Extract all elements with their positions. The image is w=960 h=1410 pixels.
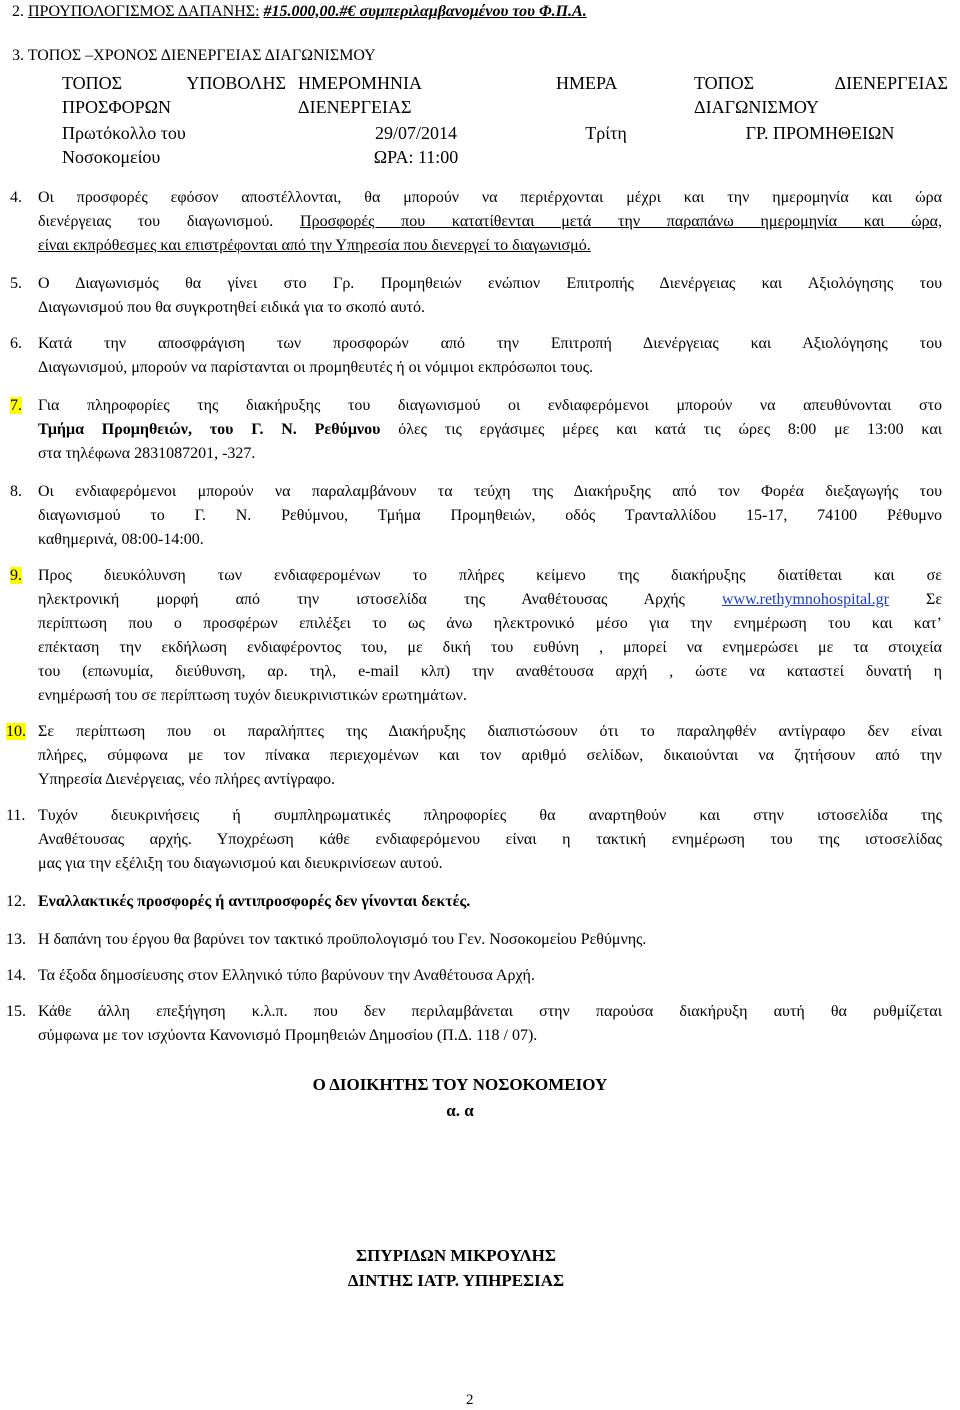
hospital-website-link[interactable]: www.rethymnohospital.gr: [721, 591, 889, 608]
row-venue: ΓΡ. ΠΡΟΜΗΘΕΙΩΝ: [745, 123, 895, 143]
row-day: Τρίτη: [585, 123, 627, 143]
header-date-line2: ΔΙΕΝΕΡΓΕΙΑΣ: [298, 97, 412, 117]
row-date: 29/07/2014: [374, 123, 457, 143]
document-page: 2. ΠΡΟΥΠΟΛΟΓΙΣΜΟΣ ΔΑΠΑΝΗΣ: #15.000,00.#€ συμπεριλαμβανομένου του Φ.Π.Α. 3. ΤΟΠΟΣ –ΧΡΟΝΟΣ ΔΙΕΝΕΡΓΕΙΑΣ ΔΙΑΓΩΝΙΣΜΟΥ ΤΟΠΟΣ ΥΠΟΒΟΛΗΣ ΠΡΟΣΦΟΡΩΝ ΗΜΕΡΟΜΗΝΙΑ ΔΙΕΝΕΡΓΕΙΑΣ ΗΜΕΡΑ ΤΟΠΟΣ ΔΙΕΝΕΡΓΕΙΑΣ ΔΙΑΓΩΝΙΣΜΟΥ Πρωτόκολλο του Νοσοκομείου 29/07/2014 ΩΡΑ: 11:00 Τρίτη ΓΡ. ΠΡΟΜΗΘΕΙΩΝ 4. Οι προσφορές εφόσον αποστέλλονται, θα μπορούν να περιέρχονται μέχρι και την ημερομηνία και ώρα διενέργειας του διαγωνισμού. Προσφορές που κατατίθενται μετά την παραπάνω ημερομηνία και ώρα, είναι εκπρόθεσμες και επιστρέφονται από την Υπηρεσία που διενεργεί το διαγωνισμό. 5. Ο Διαγωνισμός θα γίνει στο Γρ. Προμηθειών ενώπιον Επιτροπής Διενέργειας και Αξιολόγησης του Διαγωνισμού που θα συγκροτηθεί ειδικά για το σκοπό αυτό. 6. Κατά την αποσφράγιση των προσφορών από την Επιτροπή Διενέργειας και Αξιολόγησης του Διαγωνισμού, μπορούν να παρίστανται οι προμηθευτές ή οι νόμιμοι εκπρόσωποι τους. 7. Για πληροφορίες της διακήρυξης του διαγωνισμού οι ενδιαφερόμενοι μπορούν να απευθύνονται στο Τμήμα Προμηθειών, του Γ. Ν. Ρεθύμνου όλες τις εργάσιμες μέρες και κατά τις ώρες 8:00 με 13:00 και στα τηλέφωνα 2831087201, -327. 8. Οι ενδιαφερόμενοι μπορούν να παραλαμβάνουν τα τεύχη της Διακήρυξης από τον Φορέα διεξαγωγής του διαγωνισμού το Γ. Ν. Ρεθύμνου, Τμήμα Προμηθειών, οδός Τρανταλλίδου 15-17, 74100 Ρέθυμνο καθημερινά, 08:00-14:00. 9. Προς διευκόλυνση των ενδιαφερομένων το πλήρες κείμενο της διακήρυξης διατίθεται και σε ηλεκτρονική μορφή από την ιστοσελίδα της Αναθέτουσας Αρχής www.rethymnohospital.gr Σε περίπτωση που ο προσφέρων επιλέξει το ως άνω ηλεκτρονικό μέσο για την ενημέρωση του και κατ’ επέκταση την εκδήλωση ενδιαφέροντος του, με δική του ευθύνη , μπορεί να ενημερώσει με τα στοιχεία του (επωνυμία, διεύθυνση, αρ. τηλ, e-mail κλπ) την αναθέτουσα αρχή , ώστε να καταστεί δυνατή η ενημέρωσή του σε περίπτωση τυχόν διευκρινιστικών ερωτημάτων. 10. Σε περίπτωση που οι παραλήπτες της Διακήρυξης διαπιστώσουν ότι το παραληφθέν αντίγραφο δεν είναι πλήρες, σύμφωνα με τον πίνακα περιεχομένων και τον αριθμό σελίδων, δικαιούνται να ζητήσουν από την Υπηρεσία Διενέργειας, νέο πλήρες αντίγραφο. 11. Τυχόν διευκρινήσεις ή συμπληρωματικές πληροφορίες θα αναρτηθούν και στην ιστοσελίδα της Αναθέτουσας αρχής. Υποχρέωση κάθε ενδιαφερόμενου είναι η τακτική ενημέρωση του της ιστοσελίδας μας για την εξέλιξη του διαγωνισμού και διευκρινίσεων αυτού. 12. Εναλλακτικές προσφορές ή αντιπροσφορές δεν γίνονται δεκτές. 13. Η δαπάνη του έργου θα βαρύνει τον τακτικό προϋπολογισμό του Γεν. Νοσοκομείου Ρεθύμνης. 14. Τα έξοδα δημοσίευσης στον Ελληνικό τύπο βαρύνουν την Αναθέτουσα Αρχή. 15. Κάθε άλλη επεξήγηση κ.λ.π. που δεν περιλαμβάνεται στην παρούσα διακήρυξη αυτή θα ρυθμίζεται σύμφωνα με τον ισχύοντα Κανονισμό Προμηθειών Δημοσίου (Π.Δ. 118 / 07). Ο ΔΙΟΙΚΗΤΗΣ ΤΟΥ ΝΟΣΟΚΟΜΕΙΟΥ α. α ΣΠΥΡΙΔΩΝ ΜΙΚΡΟΥΛΗΣ ΔΙΝΤΗΣ ΙΑΤΡ. ΥΠΗΡΕΣΙΑΣ 2: [0, 0, 960, 1410]
header-day: ΗΜΕΡΑ: [556, 73, 618, 93]
signature-title: Ο ΔΙΟΙΚΗΤΗΣ ΤΟΥ ΝΟΣΟΚΟΜΕΙΟΥ: [312, 1075, 608, 1094]
row-place-line1: Πρωτόκολλο του: [62, 123, 186, 143]
signature-aa: α. α: [446, 1101, 474, 1120]
row-place-line2: Νοσοκομείου: [62, 147, 161, 167]
header-date-line1: ΗΜΕΡΟΜΗΝΙΑ: [298, 73, 423, 93]
header-venue-line2: ΔΙΑΓΩΝΙΣΜΟΥ: [694, 97, 819, 117]
budget-vat: € συμπεριλαμβανομένου του Φ.Π.Α.: [347, 3, 587, 20]
item-2-budget: 2. ΠΡΟΥΠΟΛΟΓΙΣΜΟΣ ΔΑΠΑΝΗΣ: #15.000,00.#€ συμπεριλαμβανομένου του Φ.Π.Α.: [12, 3, 587, 20]
header-place-line1: ΤΟΠΟΣ ΥΠΟΒΟΛΗΣ: [62, 73, 286, 93]
row-time: ΩΡΑ: 11:00: [373, 147, 459, 167]
header-place-line2: ΠΡΟΣΦΟΡΩΝ: [62, 97, 172, 117]
budget-amount: #15.000,00.#: [263, 3, 348, 20]
item-3-title: 3. ΤΟΠΟΣ –ΧΡΟΝΟΣ ΔΙΕΝΕΡΓΕΙΑΣ ΔΙΑΓΩΝΙΣΜΟΥ: [12, 47, 376, 64]
budget-label: ΠΡΟΥΠΟΛΟΓΙΣΜΟΣ ΔΑΠΑΝΗΣ:: [28, 3, 260, 20]
signature-name: ΣΠΥΡΙΔΩΝ ΜΙΚΡΟΥΛΗΣ: [356, 1246, 556, 1265]
signature-role: ΔΙΝΤΗΣ ΙΑΤΡ. ΥΠΗΡΕΣΙΑΣ: [347, 1271, 565, 1290]
page-number: 2: [466, 1392, 474, 1408]
header-venue-line1: ΤΟΠΟΣ ΔΙΕΝΕΡΓΕΙΑΣ: [694, 73, 948, 93]
